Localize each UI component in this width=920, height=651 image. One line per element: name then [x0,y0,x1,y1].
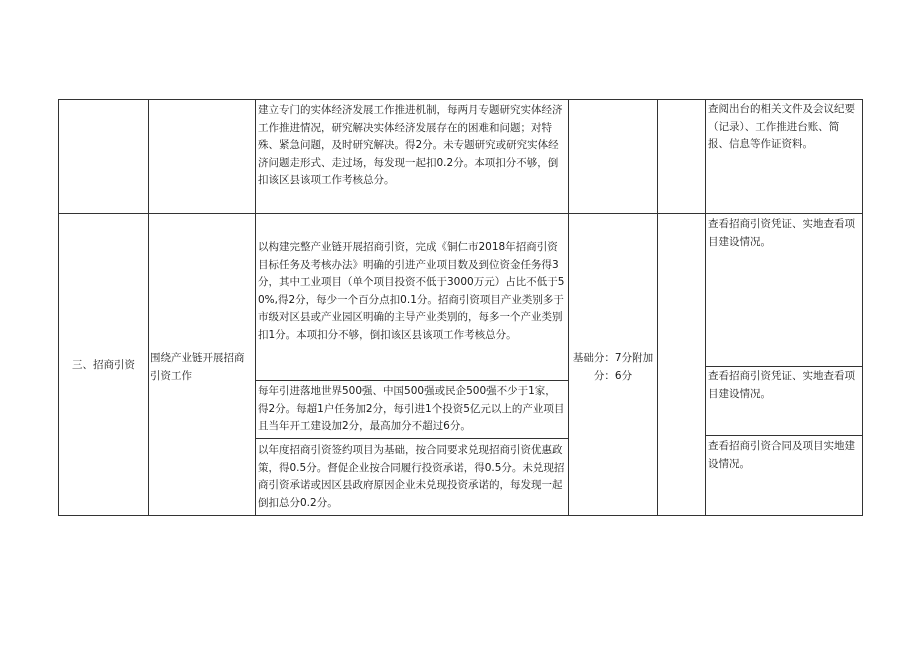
row2-sub2-method: 查看招商引资凭证、实地查看项目建设情况。 [708,370,855,400]
row2-sub1-method: 查看招商引资凭证、实地查看项目建设情况。 [708,218,855,248]
row1-method: 查阅出台的相关文件及会议纪要（记录）、工作推进台账、简报、信息等作证资料。 [708,103,855,150]
sub-divider-criteria-1 [255,380,568,381]
col-line-7 [862,99,863,516]
sub-divider-criteria-2 [255,438,568,439]
col-line-3 [255,99,256,516]
row2-sub3-criteria: 以年度招商引资签约项目为基础，按合同要求兑现招商引资优惠政策，得0.5分。督促企业按合同履行投资承诺，得0.5分。未兑现招商引资承诺或因区县政府原因企业未兑现投资承诺的，每发现一起倒扣总分0.2分。 [258,444,565,509]
col-line-4 [568,99,569,516]
sub-divider-method-1 [705,366,863,367]
table-bottom-border [58,515,863,516]
col-line-1 [58,99,59,516]
row2-category: 三、招商引资 [72,359,135,371]
col-line-6 [705,99,706,516]
row2-item: 围绕产业链开展招商引资工作 [150,352,245,382]
row-divider-1 [58,213,863,214]
table-top-border [58,99,863,100]
sub-divider-method-2 [705,435,863,436]
col-line-5 [657,99,658,516]
row2-score: 基础分：7分附加分：6分 [572,352,654,382]
row2-sub1-criteria: 以构建完整产业链开展招商引资，完成《铜仁市2018年招商引资目标任务及考核办法》明确的引进产业项目数及到位资金任务得3分，其中工业项目（单个项目投资不低于3000万元）占比不低于50%,得2分，每少一个百分点扣0.1分。招商引资项目产业类别多于市级对区县或产业园区明确的主导产业类别的，每多一个产业类别扣1分。本项扣分不够，倒扣该区县该项工作考核总分。 [258,241,565,341]
row1-criteria: 建立专门的实体经济发展工作推进机制，每两月专题研究实体经济工作推进情况，研究解决实体经济发展存在的困难和问题；对特殊、紧急问题，及时研究解决。得2分。未专题研究或研究实体经济问题走形式、走过场，每发现一起扣0.2分。本项扣分不够，倒扣该区县该项工作考核总分。 [258,104,563,186]
row2-sub2-criteria: 每年引进落地世界500强、中国500强或民企500强不少于1家，得2分。每超1户任务加2分，每引进1个投资5亿元以上的产业项目且当年开工建设加2分，最高加分不超过6分。 [258,385,565,432]
row2-sub3-method: 查看招商引资合同及项目实地建设情况。 [708,440,855,470]
col-line-2 [148,99,149,516]
